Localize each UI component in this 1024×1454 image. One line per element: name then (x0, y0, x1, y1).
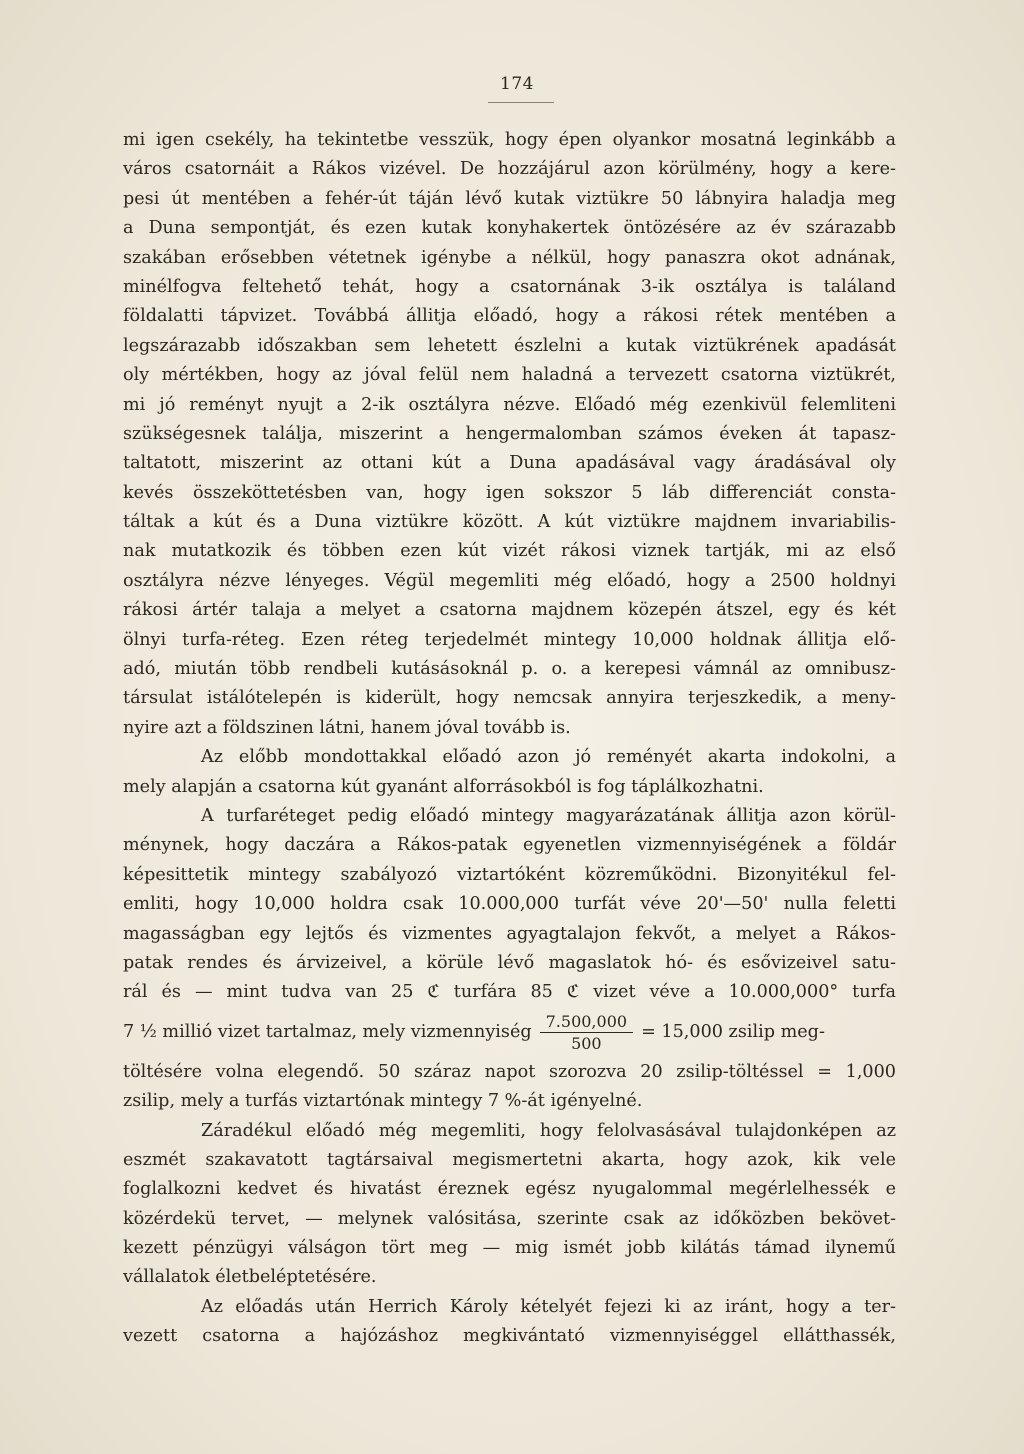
formula-prefix: 7 ½ millió vizet tartalmaz, mely vizmennyiség (123, 1022, 532, 1043)
text-line: nyire azt a földszinen látni, hanem jóval tovább is. (123, 717, 571, 738)
text-line: kevés összeköttetésben van, hogy igen sokszor 5 láb differenciát consta- (123, 482, 896, 503)
text-line: legszárazabb időszakban sem lehetett észlelni a kutak viztükrének apadását (123, 335, 896, 356)
page-number: 174 (500, 74, 534, 94)
text-line: patak rendes és árvizeivel, a körüle lévő magaslatok hó- és esővizeivel satu- (123, 952, 896, 973)
text-line: táltak a kút és a Duna viztükre között. A kút viztükre majdnem invariabilis- (123, 512, 896, 533)
text-line: társulat istálótelepén is kiderült, hogy nemcsak annyira terjeszkedik, a meny- (123, 688, 896, 709)
text-line: taltatott, miszerint az ottani kút a Duna apadásával vagy áradásával oly (123, 453, 896, 474)
page-number-rule (488, 102, 554, 103)
text-line: mely alapján a csatorna kút gyanánt alforrásokból is fog táplálkozhatni. (123, 776, 764, 797)
text-line: töltésére volna elegendő. 50 száraz napot szorozva 20 zsilip-töltéssel = 1,000 (123, 1061, 896, 1082)
text-line: földalatti tápvizet. Továbbá állitja előadó, hogy a rákosi rétek mentében a (123, 306, 896, 327)
body-text (123, 126, 896, 1352)
formula-fraction (540, 1012, 633, 1053)
text-line: zsilip, mely a turfás viztartónak mintegy 7 %-át igényelné. (123, 1091, 643, 1112)
text-line: képesittetik mintegy szabályozó viztartóként közreműködni. Bizonyitékul fel- (123, 864, 896, 885)
text-line: rákosi ártér talaja a melyet a csatorna majdnem közepén átszel, egy és két (123, 600, 896, 621)
text-line: ménynek, hogy daczára a Rákos-patak egyenetlen vizmennyiségének a földár (123, 835, 896, 856)
text-line: ölnyi turfa-réteg. Ezen réteg terjedelmét mintegy 10,000 holdnak állitja elő- (123, 629, 896, 650)
text-line: város csatornáit a Rákos vizével. De hozzájárul azon körülmény, hogy a kere- (123, 159, 896, 180)
text-line: adó, miután több rendbeli kutásásoknál p. o. a kerepesi vámnál az omnibusz- (123, 659, 896, 680)
text-line: közérdekü tervet, — melynek valósitása, szerinte csak az időközben bekövet- (123, 1208, 896, 1229)
text-line: szakában erősebben vétetnek igénybe a nélkül, hogy panaszra okot adnának, (123, 247, 896, 268)
text-line: szükségesnek találja, miszerint a hengermalomban számos éveken át tapasz- (123, 423, 896, 444)
text-line: mi igen csekély, ha tekintetbe vesszük, hogy épen olyankor mosatná leginkább a (123, 130, 896, 150)
text-line: kezett pénzügyi válságon tört meg — mig ismét jobb kilátás támad ilynemű (123, 1238, 896, 1259)
text-line: vezett csatorna a hajózáshoz megkivántató vizmennyiséggel ellátthassék, (123, 1326, 896, 1347)
text-line: foglalkozni kedvet és hivatást éreznek egész nyugalommal megérlelhessék e (123, 1179, 896, 1200)
text-line: osztályra nézve lényeges. Végül megemliti még előadó, hogy a 2500 holdnyi (123, 570, 896, 591)
formula-numerator: 7.500,000 (540, 1012, 633, 1033)
text-line: a Duna sempontját, és ezen kutak konyhakertek öntözésére az év szárazabb (123, 218, 896, 239)
formula-suffix: = 15,000 zsilip meg- (641, 1022, 825, 1043)
paragraph-start-line: A turfaréteget pedig előadó mintegy magyarázatának állitja azon körül- (201, 805, 896, 826)
text-line: magasságban egy lejtős és vizmentes agyagtalajon fekvőt, a melyet a Rákos- (123, 923, 896, 944)
text-line: vállalatok életbeléptetésére. (123, 1267, 377, 1288)
text-line: oly mértékben, hogy az jóval felül nem haladná a tervezett csatorna viztükrét, (123, 365, 896, 386)
text-line: emliti, hogy 10,000 holdra csak 10.000,000 turfát véve 20'—50' nulla feletti (123, 894, 896, 915)
formula-line (123, 1004, 896, 1062)
paragraph-start-line: Az előbb mondottakkal előadó azon jó reményét akarta indokolni, a (201, 747, 896, 768)
text-line: nak mutatkozik és többen ezen kút vizét rákosi viznek tartják, mi az első (123, 541, 896, 562)
text-line: rál és — mint tudva van 25 ℭ turfára 85 ℭ vizet véve a 10.000,000° turfa (123, 982, 896, 1003)
text-line: minélfogva feltehető tehát, hogy a csatornának 3-ik osztálya is találand (123, 276, 896, 297)
text-line: eszmét szakavatott tagtársaival megismertetni akarta, hogy azok, kik vele (123, 1149, 896, 1170)
text-line: mi jó reményt nyujt a 2-ik osztályra nézve. Előadó még ezenkivül felemliteni (123, 394, 896, 415)
paragraph-start-line: Záradékul előadó még megemliti, hogy felolvasásával tulajdonképen az (201, 1120, 896, 1141)
paragraph-start-line: Az előadás után Herrich Károly kételyét fejezi ki az iránt, hogy a ter- (201, 1296, 896, 1317)
formula-denominator: 500 (571, 1034, 602, 1054)
text-line: pesi út mentében a fehér-út táján lévő kutak viztükre 50 lábnyira haladja meg (123, 188, 896, 209)
